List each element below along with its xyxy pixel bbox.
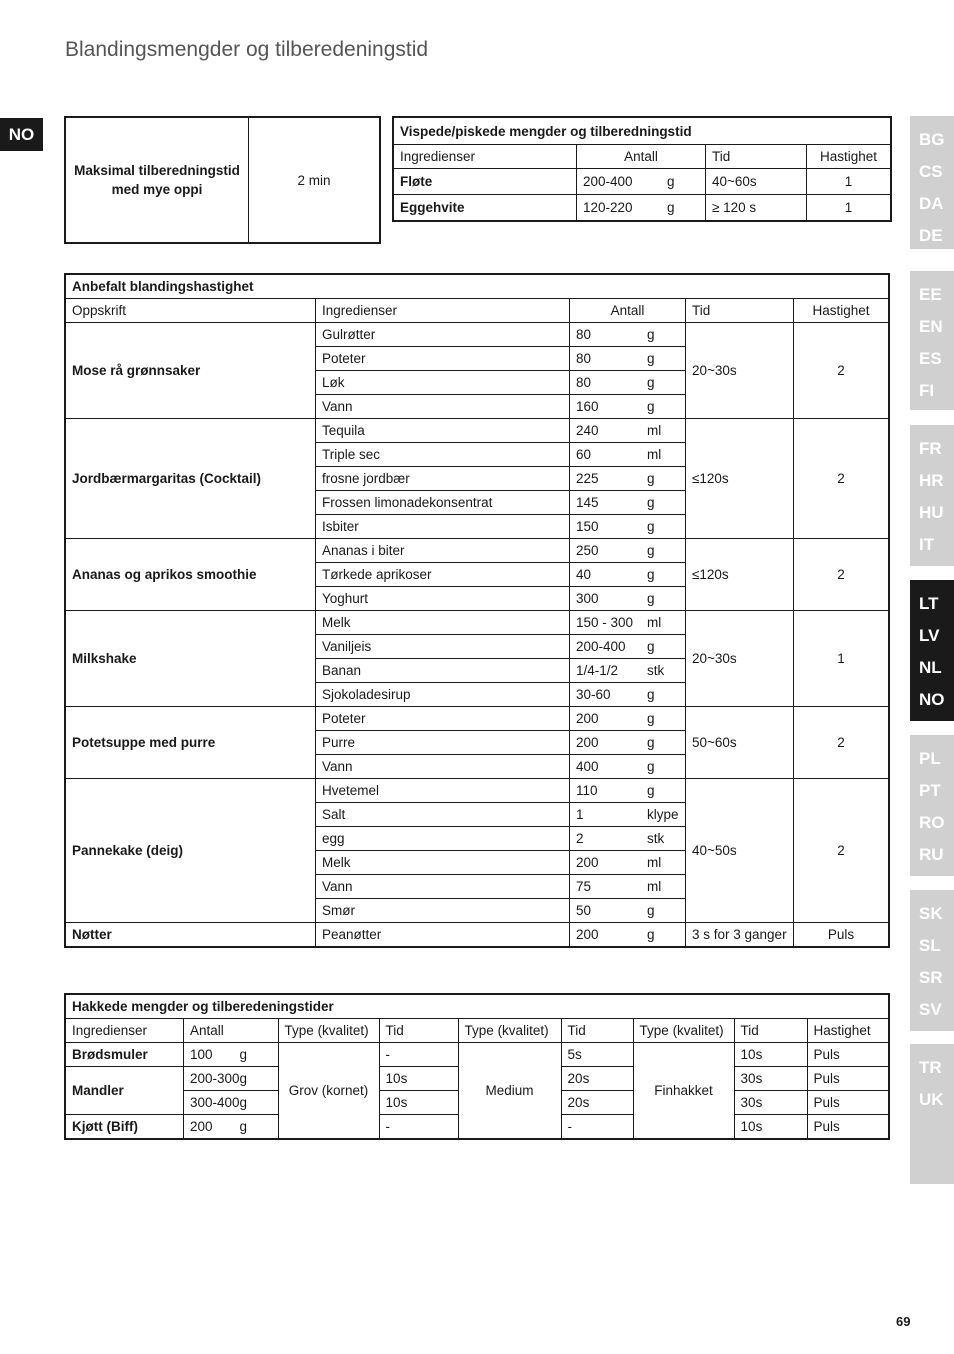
amount-cell	[570, 395, 686, 419]
language-group	[910, 1044, 954, 1184]
whip-table	[392, 116, 892, 222]
amount-value: 200	[576, 711, 599, 726]
amount-cell	[184, 1091, 279, 1115]
chop-header: Tid	[561, 1019, 633, 1043]
amount-unit: ml	[647, 855, 662, 870]
chop-type: Medium	[458, 1043, 561, 1140]
amount-value: 145	[576, 495, 599, 510]
amount-value: 150 - 300	[576, 615, 634, 630]
amount-cell	[570, 371, 686, 395]
amount-value: 225	[576, 471, 599, 486]
language-group	[910, 271, 954, 410]
recipe-time: 50~60s	[686, 707, 794, 779]
whip-time: 40~60s	[706, 169, 807, 195]
chop-time: 30s	[734, 1067, 807, 1091]
blend-row	[65, 539, 889, 563]
blend-header: Tid	[686, 299, 794, 323]
amount-unit: g	[239, 1119, 248, 1134]
ingredient-name: Ananas i biter	[316, 539, 570, 563]
whip-speed: 1	[807, 169, 892, 195]
amount-wrap	[576, 399, 679, 414]
amount-value: 1/4-1/2	[576, 663, 619, 678]
amount-unit: g	[667, 174, 675, 189]
language-link-sv: SV	[919, 1000, 942, 1019]
amount-unit: ml	[647, 879, 662, 894]
max-time-value: 2 min	[249, 117, 381, 243]
whip-header-row	[393, 145, 891, 169]
blend-header: Antall	[570, 299, 686, 323]
amount-cell	[570, 779, 686, 803]
amount-value: 240	[576, 423, 599, 438]
amount-wrap	[576, 519, 679, 534]
ingredient-name: Salt	[316, 803, 570, 827]
ingredient-name: Yoghurt	[316, 587, 570, 611]
blend-row	[65, 323, 889, 347]
recipe-speed: 2	[794, 707, 890, 779]
chop-time: 20s	[561, 1067, 633, 1091]
amount-cell	[570, 539, 686, 563]
recipe-name: Pannekake (deig)	[65, 779, 316, 923]
amount-unit: ml	[647, 615, 662, 630]
amount-unit: g	[647, 471, 655, 486]
amount-unit: g	[239, 1047, 248, 1062]
amount-value: 50	[576, 903, 592, 918]
whip-header: Tid	[706, 145, 807, 169]
amount-wrap	[576, 831, 679, 846]
amount-wrap	[576, 495, 679, 510]
chop-time: 30s	[734, 1091, 807, 1115]
ingredient-name: Melk	[316, 611, 570, 635]
whip-header: Antall	[577, 145, 706, 169]
ingredient-name: Hvetemel	[316, 779, 570, 803]
language-tab-no: NO	[0, 118, 43, 151]
whip-header: Hastighet	[807, 145, 892, 169]
chop-time: 10s	[734, 1043, 807, 1067]
amount-unit: g	[647, 375, 655, 390]
amount-wrap	[576, 807, 679, 822]
amount-value: 200	[576, 927, 599, 942]
blend-row	[65, 611, 889, 635]
blend-header-row	[65, 299, 889, 323]
chop-speed: Puls	[807, 1067, 889, 1091]
recipe-time: 20~30s	[686, 323, 794, 419]
chop-ingredient: Mandler	[65, 1067, 184, 1115]
amount-wrap	[576, 663, 679, 678]
recipe-speed: 2	[794, 419, 890, 539]
amount-wrap	[190, 1047, 272, 1062]
amount-unit: g	[647, 351, 655, 366]
amount-cell	[570, 755, 686, 779]
chop-header: Hastighet	[807, 1019, 889, 1043]
chop-time: -	[561, 1115, 633, 1140]
chop-time: 10s	[379, 1091, 458, 1115]
amount-value: 2	[576, 831, 584, 846]
recipe-name: Jordbærmargaritas (Cocktail)	[65, 419, 316, 539]
amount-value: 60	[576, 447, 592, 462]
blend-row	[65, 779, 889, 803]
amount-unit: g	[239, 1095, 248, 1110]
amount-unit: g	[647, 519, 655, 534]
amount-value: 400	[576, 759, 599, 774]
chop-header: Tid	[379, 1019, 458, 1043]
chop-time: 10s	[734, 1115, 807, 1140]
amount-value: 100	[190, 1047, 213, 1062]
language-link-sl: SL	[919, 936, 941, 955]
language-link-ru: RU	[919, 845, 944, 864]
amount-unit: g	[647, 711, 655, 726]
amount-cell	[577, 169, 706, 195]
amount-unit: stk	[647, 831, 665, 846]
recipe-speed: 2	[794, 539, 890, 611]
language-link-sr: SR	[919, 968, 943, 987]
chop-header-row	[65, 1019, 889, 1043]
amount-cell	[570, 731, 686, 755]
ingredient-name: Triple sec	[316, 443, 570, 467]
ingredient-name: frosne jordbær	[316, 467, 570, 491]
amount-cell	[184, 1115, 279, 1140]
amount-value: 250	[576, 543, 599, 558]
amount-wrap	[576, 687, 679, 702]
amount-cell	[184, 1067, 279, 1091]
ingredient-name: Tørkede aprikoser	[316, 563, 570, 587]
chop-header: Ingredienser	[65, 1019, 184, 1043]
amount-wrap	[576, 783, 679, 798]
chop-table	[64, 993, 890, 1140]
whip-ingredient: Eggehvite	[393, 195, 577, 222]
amount-value: 200	[190, 1119, 213, 1134]
language-link-tr: TR	[919, 1058, 942, 1077]
language-group	[910, 890, 954, 1031]
whip-row	[393, 195, 891, 222]
chop-header: Type (kvalitet)	[633, 1019, 734, 1043]
max-time-table	[64, 116, 381, 244]
language-link-bg: BG	[919, 130, 945, 149]
amount-wrap	[576, 375, 679, 390]
chop-speed: Puls	[807, 1043, 889, 1067]
ingredient-name: Melk	[316, 851, 570, 875]
amount-wrap	[576, 567, 679, 582]
chop-header: Type (kvalitet)	[278, 1019, 379, 1043]
chop-ingredient: Brødsmuler	[65, 1043, 184, 1067]
amount-cell	[570, 851, 686, 875]
language-link-hu: HU	[919, 503, 944, 522]
blend-row	[65, 923, 889, 948]
amount-cell	[570, 563, 686, 587]
ingredient-name: Gulrøtter	[316, 323, 570, 347]
amount-wrap	[576, 879, 679, 894]
ingredient-name: Smør	[316, 899, 570, 923]
amount-wrap	[576, 759, 679, 774]
amount-value: 160	[576, 399, 599, 414]
chop-header: Tid	[734, 1019, 807, 1043]
amount-cell	[577, 195, 706, 222]
chop-header: Antall	[184, 1019, 279, 1043]
amount-wrap	[576, 855, 679, 870]
amount-wrap	[576, 711, 679, 726]
language-link-uk: UK	[919, 1090, 944, 1109]
amount-wrap	[576, 327, 679, 342]
amount-wrap	[576, 543, 679, 558]
ingredient-name: Frossen limonadekonsentrat	[316, 491, 570, 515]
amount-value: 80	[576, 351, 592, 366]
chop-speed: Puls	[807, 1091, 889, 1115]
amount-wrap	[583, 174, 699, 189]
recipe-time: 3 s for 3 ganger	[686, 923, 794, 948]
blend-header: Oppskrift	[65, 299, 316, 323]
amount-wrap	[576, 639, 679, 654]
language-group	[910, 425, 954, 566]
ingredient-name: Peanøtter	[316, 923, 570, 948]
recipe-time: 20~30s	[686, 611, 794, 707]
amount-value: 80	[576, 327, 592, 342]
ingredient-name: Banan	[316, 659, 570, 683]
language-link-sk: SK	[919, 904, 943, 923]
language-link-nl: NL	[919, 658, 942, 677]
amount-unit: g	[647, 759, 655, 774]
page-title: Blandingsmengder og tilberedeningstid	[65, 38, 429, 61]
language-link-de: DE	[919, 226, 943, 245]
language-link-da: DA	[919, 194, 944, 213]
amount-wrap	[576, 735, 679, 750]
amount-wrap	[576, 423, 679, 438]
amount-value: 75	[576, 879, 592, 894]
amount-wrap	[576, 903, 679, 918]
amount-wrap	[576, 351, 679, 366]
amount-unit: g	[647, 495, 655, 510]
ingredient-name: Sjokoladesirup	[316, 683, 570, 707]
language-link-ee: EE	[919, 285, 942, 304]
amount-cell	[570, 659, 686, 683]
blend-row	[65, 419, 889, 443]
chop-time: 10s	[379, 1067, 458, 1091]
amount-unit: g	[647, 903, 655, 918]
whip-title: Vispede/piskede mengder og tilberedningstid	[393, 117, 891, 145]
language-link-hr: HR	[919, 471, 944, 490]
ingredient-name: Vann	[316, 875, 570, 899]
language-link-fr: FR	[919, 439, 942, 458]
chop-title: Hakkede mengder og tilberedeningstider	[65, 994, 889, 1019]
amount-value: 200-300	[190, 1071, 240, 1086]
amount-unit: g	[647, 591, 655, 606]
amount-value: 200-400	[583, 174, 633, 189]
chop-time: -	[379, 1043, 458, 1067]
amount-cell	[570, 827, 686, 851]
chop-speed: Puls	[807, 1115, 889, 1140]
recipe-name: Mose rå grønnsaker	[65, 323, 316, 419]
amount-cell	[570, 875, 686, 899]
amount-value: 300-400	[190, 1095, 240, 1110]
recipe-time: ≤120s	[686, 419, 794, 539]
amount-value: 30-60	[576, 687, 611, 702]
ingredient-name: Vann	[316, 395, 570, 419]
amount-wrap	[190, 1095, 272, 1110]
recipe-name: Milkshake	[65, 611, 316, 707]
language-group	[910, 735, 954, 876]
chop-type: Finhakket	[633, 1043, 734, 1140]
blend-header: Hastighet	[794, 299, 890, 323]
language-link-pl: PL	[919, 749, 941, 768]
amount-value: 300	[576, 591, 599, 606]
amount-cell	[184, 1043, 279, 1067]
amount-cell	[570, 899, 686, 923]
amount-value: 200-400	[576, 639, 626, 654]
recipe-speed: Puls	[794, 923, 890, 948]
chop-ingredient: Kjøtt (Biff)	[65, 1115, 184, 1140]
amount-wrap	[576, 471, 679, 486]
language-link-es: ES	[919, 349, 942, 368]
amount-unit: g	[647, 543, 655, 558]
amount-unit: g	[647, 639, 655, 654]
amount-unit: ml	[647, 423, 662, 438]
chop-header: Type (kvalitet)	[458, 1019, 561, 1043]
whip-speed: 1	[807, 195, 892, 222]
amount-unit: g	[239, 1071, 248, 1086]
amount-unit: ml	[647, 447, 662, 462]
amount-cell	[570, 515, 686, 539]
amount-cell	[570, 419, 686, 443]
language-group	[910, 580, 954, 721]
amount-cell	[570, 347, 686, 371]
chop-row	[65, 1043, 889, 1067]
recipe-speed: 2	[794, 779, 890, 923]
whip-time: ≥ 120 s	[706, 195, 807, 222]
ingredient-name: Isbiter	[316, 515, 570, 539]
language-link-cs: CS	[919, 162, 943, 181]
ingredient-name: Purre	[316, 731, 570, 755]
language-link-it: IT	[919, 535, 935, 554]
recipe-time: ≤120s	[686, 539, 794, 611]
language-link-lt: LT	[919, 594, 939, 613]
amount-unit: g	[647, 399, 655, 414]
ingredient-name: Poteter	[316, 347, 570, 371]
chop-time: -	[379, 1115, 458, 1140]
amount-cell	[570, 923, 686, 948]
language-link-fi: FI	[919, 381, 935, 400]
chop-time: 5s	[561, 1043, 633, 1067]
amount-value: 200	[576, 735, 599, 750]
max-time-label: Maksimal tilberedningstid med mye oppi	[65, 117, 249, 243]
amount-unit: g	[647, 927, 655, 942]
language-link-en: EN	[919, 317, 943, 336]
ingredient-name: Løk	[316, 371, 570, 395]
language-link-lv: LV	[919, 626, 940, 645]
blend-row	[65, 707, 889, 731]
recipe-speed: 1	[794, 611, 890, 707]
amount-value: 120-220	[583, 200, 633, 215]
recipe-name: Potetsuppe med purre	[65, 707, 316, 779]
language-link-ro: RO	[919, 813, 945, 832]
amount-cell	[570, 587, 686, 611]
recipe-name: Nøtter	[65, 923, 316, 948]
ingredient-name: Tequila	[316, 419, 570, 443]
amount-wrap	[576, 927, 679, 942]
blend-table	[64, 273, 890, 948]
amount-cell	[570, 467, 686, 491]
amount-cell	[570, 803, 686, 827]
amount-cell	[570, 635, 686, 659]
amount-value: 150	[576, 519, 599, 534]
amount-unit: stk	[647, 663, 665, 678]
blend-header: Ingredienser	[316, 299, 570, 323]
whip-row	[393, 169, 891, 195]
recipe-time: 40~50s	[686, 779, 794, 923]
whip-ingredient: Fløte	[393, 169, 577, 195]
amount-unit: g	[647, 327, 655, 342]
amount-wrap	[576, 615, 679, 630]
ingredient-name: egg	[316, 827, 570, 851]
chop-type: Grov (kornet)	[278, 1043, 379, 1140]
amount-unit: klype	[647, 807, 679, 822]
recipe-name: Ananas og aprikos smoothie	[65, 539, 316, 611]
amount-cell	[570, 323, 686, 347]
amount-unit: g	[647, 567, 655, 582]
amount-wrap	[576, 591, 679, 606]
ingredient-name: Poteter	[316, 707, 570, 731]
amount-cell	[570, 683, 686, 707]
recipe-speed: 2	[794, 323, 890, 419]
amount-cell	[570, 707, 686, 731]
amount-value: 1	[576, 807, 584, 822]
amount-value: 80	[576, 375, 592, 390]
chop-time: 20s	[561, 1091, 633, 1115]
amount-unit: g	[647, 687, 655, 702]
amount-cell	[570, 491, 686, 515]
language-link-pt: PT	[919, 781, 941, 800]
whip-header: Ingredienser	[393, 145, 577, 169]
amount-wrap	[190, 1119, 272, 1134]
amount-wrap	[583, 200, 699, 215]
amount-unit: g	[647, 735, 655, 750]
amount-wrap	[576, 447, 679, 462]
amount-cell	[570, 443, 686, 467]
blend-title: Anbefalt blandingshastighet	[65, 274, 889, 299]
amount-wrap	[190, 1071, 272, 1086]
page-number: 69	[896, 1314, 911, 1329]
amount-unit: g	[647, 783, 655, 798]
amount-value: 110	[576, 783, 598, 798]
ingredient-name: Vann	[316, 755, 570, 779]
language-link-no: NO	[919, 690, 945, 709]
amount-value: 40	[576, 567, 592, 582]
amount-unit: g	[667, 200, 675, 215]
amount-cell	[570, 611, 686, 635]
amount-value: 200	[576, 855, 599, 870]
language-group	[910, 116, 954, 249]
ingredient-name: Vaniljeis	[316, 635, 570, 659]
